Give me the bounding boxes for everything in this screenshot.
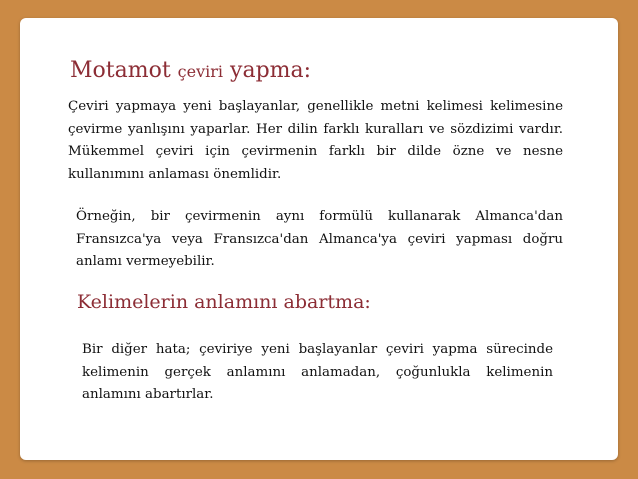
title-part-1: Motamot (70, 58, 178, 83)
title-part-2: çeviri (177, 62, 224, 81)
slide-card (20, 18, 618, 460)
example-paragraph: Örneğin, bir çevirmenin aynı formülü kullanarak Almanca'dan Fransızca'ya veya Fransızca'dan Almanca'ya çeviri yapması doğru anlamı vermeyebilir. (76, 209, 563, 269)
section1-paragraph: Çeviri yapmaya yeni başlayanlar, genellikle metni kelimesi kelimesine çevirme yanlışını yaparlar. Her dilin farklı kuralları ve sözdizimi vardır. Mükemmel çeviri için çevirmenin farklı bir dilde özne ve nesne kullanımını anlaması önemlidir. (68, 99, 563, 182)
section-title-motamot (70, 57, 311, 86)
title-part-3: yapma: (223, 58, 312, 83)
section2-paragraph: Bir diğer hata; çeviriye yeni başlayanlar çeviri yapma sürecinde kelimenin gerçek anlamını anlamadan, çoğunlukla kelimenin anlamını abartırlar. (82, 342, 553, 402)
section-title-abartma: Kelimelerin anlamını abartma: (77, 291, 371, 313)
